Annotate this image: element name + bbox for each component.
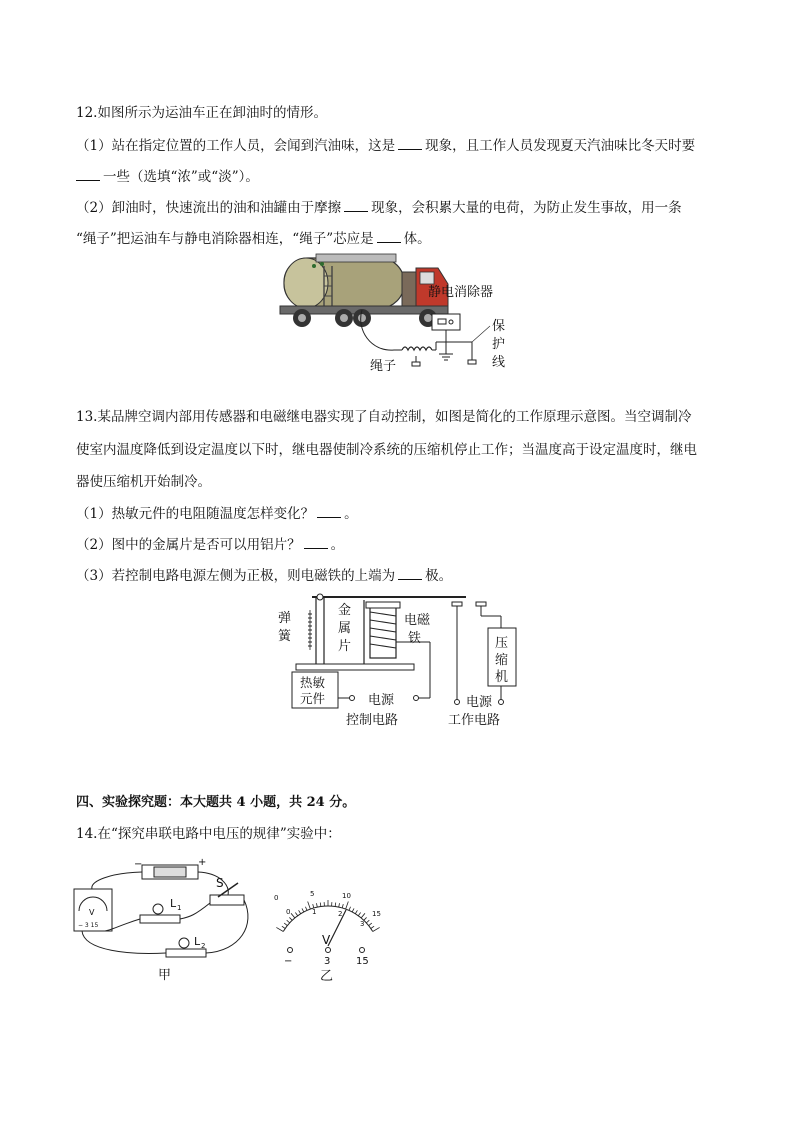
label-thermal-2: 元件 [300, 691, 326, 706]
label-meter-terms: − 3 15 [78, 922, 99, 929]
scale-top-15: 15 [372, 910, 381, 918]
label-minus: − [134, 859, 143, 870]
answer-blank[interactable] [344, 197, 368, 212]
label-spring-2: 簧 [278, 629, 292, 644]
label-spring-1: 弹 [278, 611, 292, 626]
q13-stem-3: 器使压缩机开始制冷。 [76, 474, 211, 490]
tank-top [316, 254, 396, 262]
battery-icon [154, 867, 186, 877]
label-l1-sub: 1 [177, 904, 182, 912]
q13-text: （1）热敏元件的电阻随温度怎样变化？ [76, 506, 315, 522]
label-eliminator: 静电消除器 [428, 285, 494, 300]
dial-tick [282, 926, 285, 928]
label-control-circuit: 控制电路 [346, 713, 399, 728]
guard-pointer [472, 326, 490, 342]
dial-tick [308, 902, 311, 910]
q12-text: 现象，且工作人员发现夏天汽油味比冬天时要 [425, 138, 696, 154]
answer-blank[interactable] [377, 228, 401, 243]
oil-tanker-figure [276, 250, 526, 375]
q12-part2-line2 [76, 228, 431, 248]
wheel-hub [340, 314, 348, 322]
answer-blank[interactable] [398, 135, 422, 150]
dial-tick [366, 920, 369, 923]
label-terminal-15: 15 [356, 956, 369, 967]
label-thermal-1: 热敏 [300, 675, 326, 690]
q12-text: （2）卸油时，快速流出的油和油罐由于摩擦 [76, 200, 342, 216]
label-dial-v: V [322, 933, 331, 947]
q12-text: （1）站在指定位置的工作人员，会闻到汽油味，这是 [76, 138, 396, 154]
relay-circuit-figure [270, 592, 520, 734]
label-terminal-minus: − [284, 956, 293, 967]
q13-sub-1 [76, 503, 358, 523]
label-work-circuit: 工作电路 [448, 713, 501, 728]
terminal-minus [288, 948, 293, 953]
label-guard-3: 线 [492, 355, 506, 370]
label-rope: 绳子 [370, 359, 397, 374]
label-metal-2: 属 [338, 621, 352, 636]
label-jia: 甲 [158, 968, 172, 983]
answer-blank[interactable] [317, 503, 341, 518]
bulb-base-l2 [166, 949, 206, 957]
wire [206, 900, 248, 953]
voltmeter-dial-figure [268, 880, 388, 985]
label-guard-2: 护 [492, 337, 506, 352]
answer-blank[interactable] [304, 534, 328, 549]
dial-tick [369, 923, 372, 925]
q13-text: 。 [344, 506, 358, 522]
rope-coil [402, 347, 432, 350]
dial-tick [287, 920, 290, 923]
q14-stem: 14.在“探究串联电路中电压的规律”实验中： [76, 826, 341, 842]
bulb-base-l1 [140, 915, 180, 923]
contact [476, 602, 486, 606]
q12-part2-line1 [76, 197, 682, 217]
ground-stake [412, 362, 420, 366]
q13-sub-3 [76, 565, 452, 585]
wheel-hub [424, 314, 432, 322]
pivot [317, 594, 323, 600]
terminal [499, 700, 504, 705]
wire [92, 872, 142, 889]
scale-top-5: 5 [310, 890, 315, 898]
terminal [455, 700, 460, 705]
dial-tick [302, 908, 304, 912]
q13-text: （2）图中的金属片是否可以用铝片？ [76, 537, 301, 553]
electromagnet-cap [366, 602, 400, 608]
dial-tick [358, 912, 360, 915]
label-compressor-2: 缩 [495, 653, 509, 668]
q13-stem-1: 13.某品牌空调内部用传感器和电磁继电器实现了自动控制，如图是简化的工作原理示意图。当空调制冷 [76, 409, 692, 425]
q13-text: 极。 [425, 568, 453, 584]
scale-top-0: 0 [274, 894, 279, 902]
q12-text: “绳子”把运油车与静电消除器相连，“绳子”芯应是 [76, 231, 374, 247]
label-guard-1: 保 [492, 319, 506, 334]
dial-tick [371, 926, 374, 928]
answer-blank[interactable] [76, 166, 100, 181]
q12-text: 现象，会积累大量的电荷，为防止发生事故，用一条 [371, 200, 682, 216]
dial-tick [373, 927, 380, 931]
q13-text: 。 [330, 537, 345, 553]
dial-tick [320, 903, 321, 907]
dial-tick [349, 907, 351, 911]
scale-top-10: 10 [342, 892, 351, 900]
dial-tick [305, 907, 307, 911]
q12-text: 一些（选填“浓”或“淡”）。 [103, 169, 259, 185]
label-plus: + [198, 857, 207, 868]
label-magnet-2: 铁 [408, 631, 422, 646]
terminal [414, 696, 419, 701]
tank-valve [312, 264, 316, 268]
scale-bot-0: 0 [286, 908, 291, 916]
wheel-hub [358, 314, 366, 322]
terminal-3 [326, 948, 331, 953]
wheel-hub [298, 314, 306, 322]
scale-bot-3: 3 [360, 920, 365, 928]
label-magnet-1: 电磁 [404, 613, 431, 628]
wire [82, 931, 166, 953]
dial-tick [361, 913, 365, 918]
wire [180, 903, 210, 919]
dial-tick [346, 902, 349, 910]
dial-tick [339, 903, 340, 907]
q13-sub-2 [76, 534, 344, 554]
label-metal-1: 金 [338, 603, 352, 618]
tank-valve [320, 262, 324, 266]
q12-part1-line2 [76, 166, 259, 186]
q13-text: （3）若控制电路电源左侧为正极，则电磁铁的上端为 [76, 568, 396, 584]
label-l1: L [170, 897, 177, 910]
label-power-left: 电源 [368, 693, 395, 708]
terminal-15 [360, 948, 365, 953]
label-l2: L [194, 935, 201, 948]
dial-tick [352, 908, 354, 912]
terminal [350, 696, 355, 701]
dial-tick [295, 912, 297, 915]
series-circuit-figure [70, 855, 270, 985]
scale-bot-1: 1 [312, 908, 317, 916]
dial-tick [335, 903, 336, 907]
contact [452, 602, 462, 606]
cab-link [402, 272, 416, 306]
dial-tick [342, 904, 343, 908]
dial-tick [284, 923, 287, 925]
label-power-right: 电源 [466, 695, 493, 710]
dial-tick [355, 910, 357, 913]
base-plate [296, 664, 414, 670]
label-meter-v: V [89, 908, 95, 917]
dial-tick [276, 927, 283, 931]
label-compressor-3: 机 [495, 670, 509, 685]
q12-part1-line1 [76, 135, 695, 155]
q13-stem-2: 使室内温度降低到设定温度以下时，继电器使制冷系统的压缩机停止工作；当温度高于设定温度时，继电 [76, 442, 697, 458]
answer-blank[interactable] [398, 565, 422, 580]
dial-tick [289, 917, 292, 920]
label-switch: S [216, 876, 224, 890]
bulb-icon [153, 904, 163, 914]
switch-base [210, 895, 244, 905]
section-4-heading: 四、实验探究题：本大题共 4 小题，共 24 分。 [76, 795, 356, 810]
bulb-icon [179, 938, 189, 948]
dial-tick [316, 903, 317, 907]
q12-text: 体。 [403, 231, 431, 247]
q12-stem: 12.如图所示为运油车正在卸油时的情形。 [76, 105, 327, 121]
label-l2-sub: 2 [201, 942, 206, 950]
scale-bot-2: 2 [338, 910, 343, 918]
dial-tick [291, 913, 295, 918]
label-metal-3: 片 [338, 639, 352, 654]
label-terminal-3: 3 [324, 956, 331, 967]
label-compressor-1: 压 [495, 636, 509, 651]
ground-stake [468, 360, 476, 364]
dial-tick [299, 910, 301, 913]
label-yi: 乙 [320, 969, 334, 984]
dial-needle [328, 910, 346, 946]
cab-window [420, 272, 434, 284]
wire [198, 872, 228, 895]
